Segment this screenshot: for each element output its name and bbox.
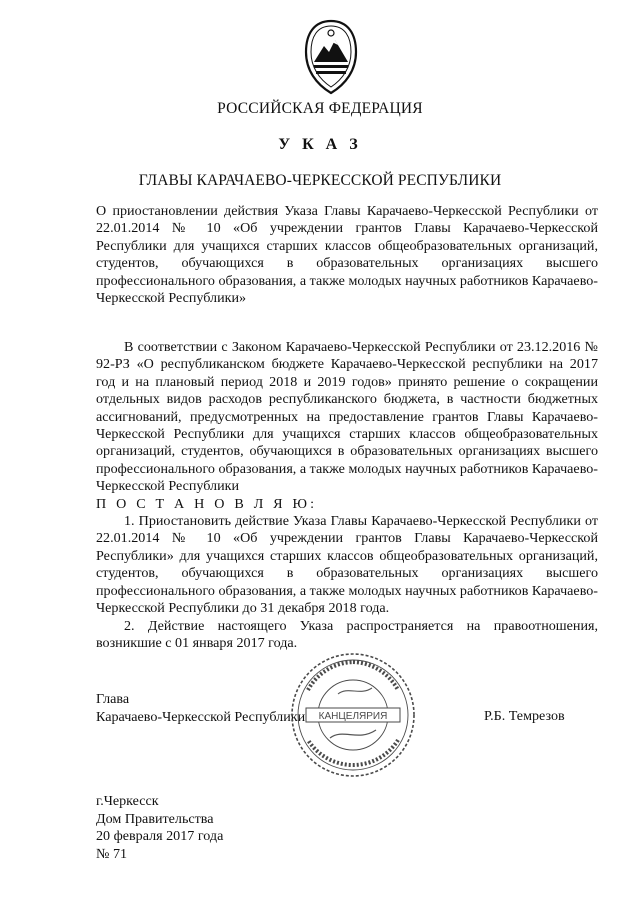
decree-item-2: 2. Действие настоящего Указа распространяется на правоотношения, возникшие с 01 января 2017 года. [96,617,598,651]
signature-position-line1: Глава [96,691,130,707]
footer-city: г.Черкесск [96,793,159,809]
decree-body [96,339,598,652]
footer-number: № 71 [96,845,128,862]
coat-of-arms-icon [302,18,360,96]
document-footer [96,793,223,863]
country-heading: РОССИЙСКАЯ ФЕДЕРАЦИЯ [217,100,423,117]
decree-word: П О С Т А Н О В Л Я Ю: [96,495,318,512]
signature-position-line2: Карачаево-Черкесской Республики [96,709,306,725]
stamp-center-text: КАНЦЕЛЯРИЯ [318,711,388,722]
footer-place: Дом Правительства [96,810,214,827]
issuer-heading: ГЛАВЫ КАРАЧАЕВО-ЧЕРКЕССКОЙ РЕСПУБЛИКИ [138,172,502,189]
signatory-name: Р.Б. Темрезов [484,708,565,724]
footer-date: 20 февраля 2017 года [96,828,224,844]
preamble-paragraph: В соответствии с Законом Карачаево-Черкесской Республики от 23.12.2016 № 92-РЗ «О республиканском бюджете Карачаево-Черкесской республики на 2017 год и на плановый период 2018 и 2019 годов» принято решение о сокращении отдельных видов расходов республиканского бюджета, в частности бюджетных ассигнований, предусмотренных на предоставление грантов Главы Карачаево-Черкесской Республики для учащихся старших классов общеобразовательных организаций, студентов, обучающихся в образовательных организациях высшего профессионального образования, а также молодых научных работников Карачаево-Черкесской Республики [96,339,598,495]
document-type-heading: У К А З [278,136,362,153]
official-stamp [288,650,418,780]
decree-item-1: 1. Приостановить действие Указа Главы Карачаево-Черкесской Республики от 22.01.2014 № 10 «Об учреждении грантов Главы Карачаево-Черкесской Республики» для учащихся старших классов общеобразовательных организаций, студентов, обучающихся в образовательных организациях высшего профессионального образования, а также молодых научных работников Карачаево-Черкесской Республики до 31 декабря 2018 года. [96,513,598,617]
signature-position [96,690,305,726]
decree-title: О приостановлении действия Указа Главы Карачаево-Черкесской Республики от 22.01.2014 № 10 «Об учреждении грантов Главы Карачаево-Черкесской Республики для учащихся старших классов общеобразовательных организаций, студентов, обучающихся в образовательных организациях высшего профессионального образования, а также молодых научных работников Карачаево-Черкесской Республики» [96,203,598,307]
